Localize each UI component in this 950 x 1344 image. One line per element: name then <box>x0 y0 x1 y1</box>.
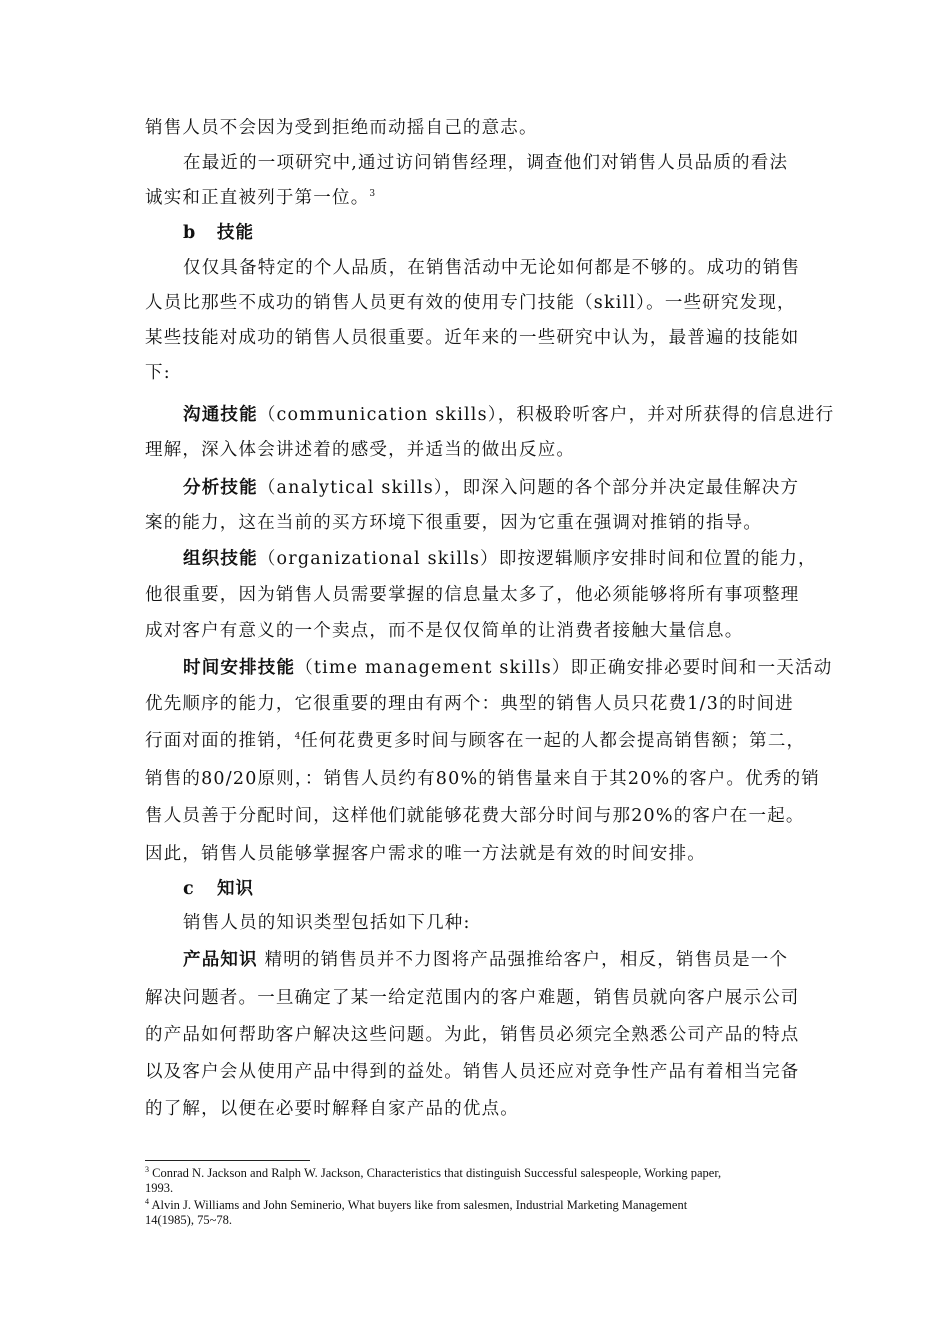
bold-term: 沟通技能 <box>183 405 258 425</box>
paragraph-line <box>145 186 810 210</box>
paragraph-line: 下: <box>145 363 171 383</box>
section-heading-knowledge <box>183 877 848 901</box>
line-text: （analytical skills），即深入问题的各个部分并决定最佳解决方 <box>257 478 800 498</box>
line-text: （time management skills）即正确安排必要时间和一天活动 <box>295 658 833 678</box>
section-letter: c <box>183 879 195 899</box>
line-text: （communication skills），积极聆听客户，并对所获得的信息进行 <box>257 405 835 425</box>
bold-term: 时间安排技能 <box>183 658 296 678</box>
paragraph-line: 以及客户会从使用产品中得到的益处。销售人员还应对竞争性产品有着相当完备 <box>145 1062 800 1082</box>
footnote-text: 14(1985), 75~78. <box>145 1213 232 1227</box>
paragraph-line <box>183 656 833 680</box>
paragraph-line: 售人员善于分配时间，这样他们就能够花费大部分时间与那20%的客户在一起。 <box>145 806 805 826</box>
section-heading-skills <box>183 221 848 245</box>
paragraph-line: 销售人员不会因为受到拒绝而动摇自己的意志。 <box>145 118 538 138</box>
section-title: 知识 <box>217 879 254 899</box>
paragraph-line: 仅仅具备特定的个人品质，在销售活动中无论如何都是不够的。成功的销售 <box>183 258 801 278</box>
line-text: 诚实和正直被列于第一位。 <box>145 188 370 208</box>
footnote-text: Alvin J. Williams and John Seminerio, What buyers like from salesmen, Industrial Marketing Management <box>151 1198 688 1212</box>
paragraph-line <box>183 948 810 972</box>
footnote-ref-4[interactable]: 4 <box>294 732 301 743</box>
paragraph-line: 的产品如何帮助客户解决这些问题。为此，销售员必须完全熟悉公司产品的特点 <box>145 1025 800 1045</box>
paragraph-line: 案的能力，这在当前的买方环境下很重要，因为它重在强调对推销的指导。 <box>145 513 763 533</box>
paragraph-line: 在最近的一项研究中,通过访问销售经理，调查他们对销售人员品质的看法 <box>183 153 789 173</box>
paragraph-line: 人员比那些不成功的销售人员更有效的使用专门技能（skill）。一些研究发现， <box>145 293 796 313</box>
paragraph-line: 因此，销售人员能够掌握客户需求的唯一方法就是有效的时间安排。 <box>145 844 706 864</box>
footnote-3 <box>145 1166 810 1196</box>
section-letter: b <box>183 223 197 243</box>
paragraph-line: 理解，深入体会讲述着的感受，并适当的做出反应。 <box>145 440 576 460</box>
footnote-separator <box>145 1160 310 1161</box>
paragraph-line: 的了解，以便在必要时解释自家产品的优点。 <box>145 1099 519 1119</box>
footnote-4 <box>145 1198 810 1228</box>
line-text: 行面对面的推销， <box>145 731 295 751</box>
paragraph-line <box>183 476 810 500</box>
bold-term: 产品知识 <box>183 950 258 970</box>
paragraph-line <box>183 547 817 571</box>
footnote-number: 4 <box>145 1196 149 1206</box>
bold-term: 分析技能 <box>183 478 258 498</box>
bold-term: 组织技能 <box>183 549 258 569</box>
paragraph-line: 销售人员的知识类型包括如下几种: <box>183 913 471 933</box>
paragraph-line <box>145 729 810 753</box>
paragraph-line: 他很重要，因为销售人员需要掌握的信息量太多了，他必须能够将所有事项整理 <box>145 585 800 605</box>
footnote-ref-3[interactable]: 3 <box>369 189 376 200</box>
line-text: （organizational skills）即按逻辑顺序安排时间和位置的能力， <box>257 549 817 569</box>
paragraph-line: 成对客户有意义的一个卖点，而不是仅仅简单的让消费者接触大量信息。 <box>145 621 744 641</box>
paragraph-line: 优先顺序的能力，它很重要的理由有两个：典型的销售人员只花费1/3的时间进 <box>145 694 794 714</box>
line-text: 精明的销售员并不力图将产品强推给客户，相反，销售员是一个 <box>257 950 789 970</box>
paragraph-line: 某些技能对成功的销售人员很重要。近年来的一些研究中认为，最普遍的技能如 <box>145 328 800 348</box>
paragraph-line: 销售的80/20原则，：销售人员约有80%的销售量来自于其20%的客户。优秀的销 <box>145 769 820 789</box>
footnote-text: Conrad N. Jackson and Ralph W. Jackson, Characteristics that distinguish Successful salespeople, Working paper, <box>152 1166 722 1180</box>
section-title: 技能 <box>217 223 254 243</box>
paragraph-line <box>183 403 835 427</box>
paragraph-line: 解决问题者。一旦确定了某一给定范围内的客户难题，销售员就向客户展示公司 <box>145 988 800 1008</box>
footnote-number: 3 <box>145 1164 149 1174</box>
footnote-text: 1993. <box>145 1181 174 1195</box>
line-text: 任何花费更多时间与顾客在一起的人都会提高销售额；第二， <box>300 731 806 751</box>
